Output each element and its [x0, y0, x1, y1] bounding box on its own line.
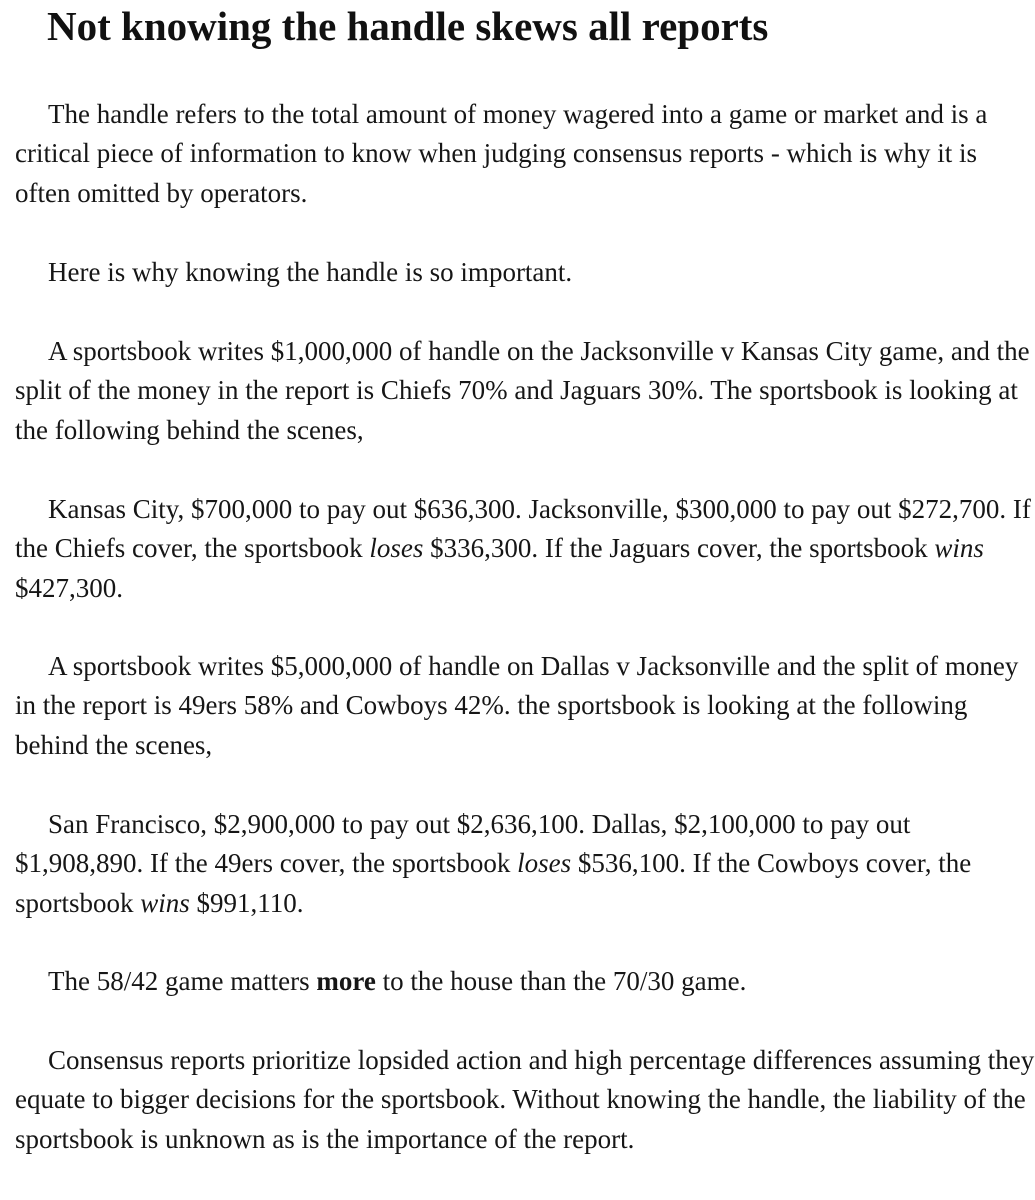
emphasis-wins: wins	[140, 887, 190, 918]
emphasis-loses: loses	[369, 533, 424, 564]
paragraph-example-1-details	[15, 490, 1035, 608]
text-run: $536,100. If the Cowboys cover, the sportsbook	[15, 848, 972, 918]
text-run: San Francisco, $2,900,000 to pay out $2,636,100. Dallas, $2,100,000 to pay out $1,908,890. If the 49ers cover, the sportsbook	[15, 809, 911, 879]
paragraph-conclusion: Consensus reports prioritize lopsided action and high percentage differences assuming they equate to bigger decisions for the sportsbook. Without knowing the handle, the liability of the sportsbook is unknown as is the importance of the report.	[15, 1045, 1035, 1154]
emphasis-wins: wins	[934, 533, 984, 564]
text-run: $427,300.	[15, 572, 123, 603]
paragraph-example-1-setup: A sportsbook writes $1,000,000 of handle on the Jacksonville v Kansas City game, and the split of the money in the report is Chiefs 70% and Jaguars 30%. The sportsbook is looking at the following behind the scenes,	[15, 336, 1030, 445]
text-run: $336,300. If the Jaguars cover, the sportsbook	[423, 533, 935, 564]
strong-more: more	[316, 966, 376, 996]
paragraph-handle-definition: The handle refers to the total amount of money wagered into a game or market and is a critical piece of information to know when judging consensus reports - which is why it is often omitted by operators.	[15, 99, 988, 208]
text-run: to the house than the 70/30 game.	[375, 966, 747, 996]
document-title: Not knowing the handle skews all reports	[47, 3, 769, 49]
paragraph-example-2-details	[15, 805, 1035, 923]
paragraph-example-2-setup: A sportsbook writes $5,000,000 of handle on Dallas v Jacksonville and the split of money in the report is 49ers 58% and Cowboys 42%. the sportsbook is looking at the following behind the scenes,	[15, 651, 1019, 760]
text-run: The 58/42 game matters	[48, 966, 317, 996]
paragraph-comparison	[15, 962, 1035, 1001]
text-run: Kansas City, $700,000 to pay out $636,300. Jacksonville, $300,000 to pay out $272,700. If the Chiefs cover, the sportsbook	[15, 494, 1031, 564]
paragraph-why-important: Here is why knowing the handle is so important.	[48, 257, 573, 287]
text-run: $991,110.	[189, 887, 304, 918]
emphasis-loses: loses	[517, 848, 572, 879]
